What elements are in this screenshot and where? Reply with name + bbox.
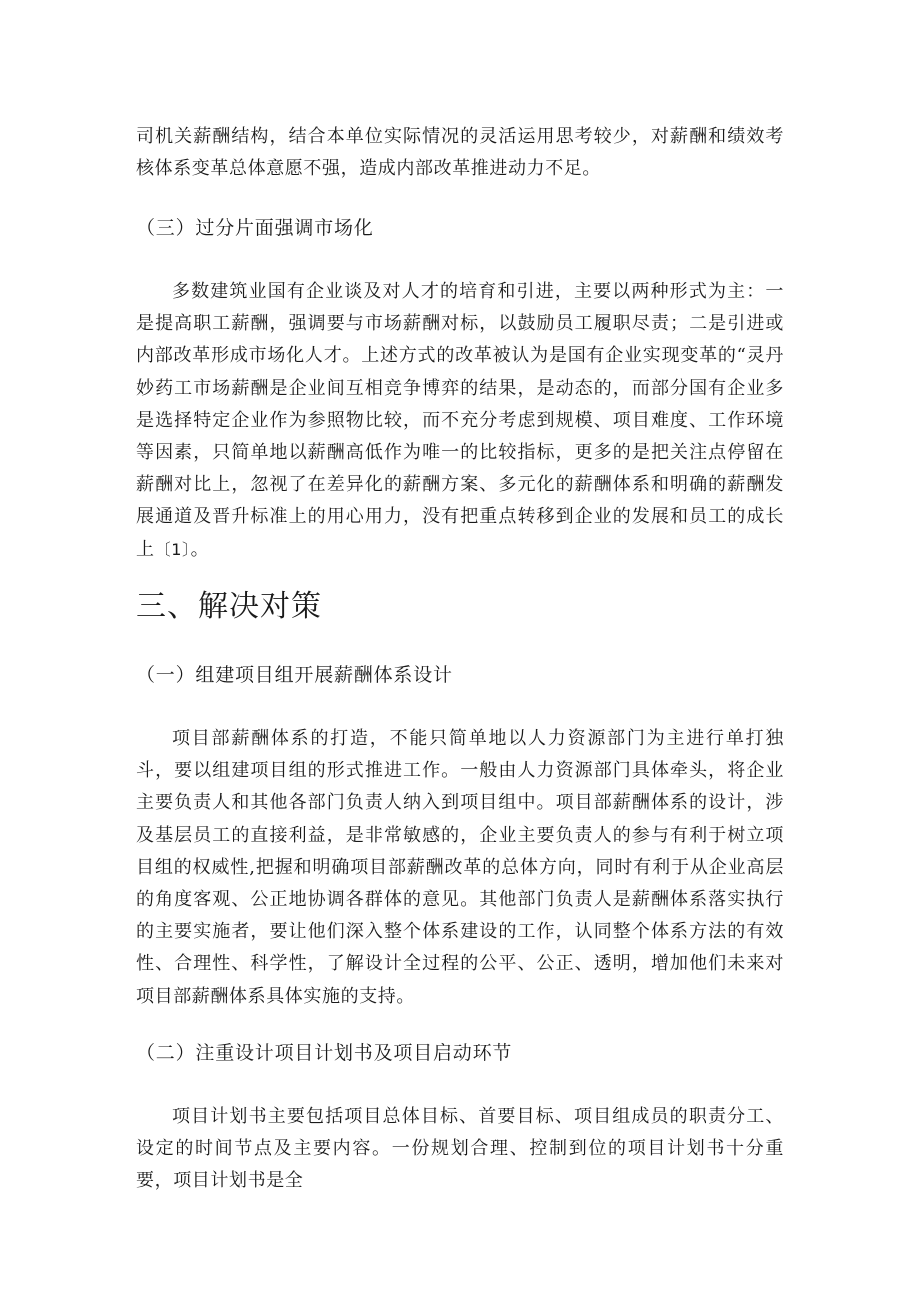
section-title-solutions: 三、解决对策 — [136, 589, 322, 624]
paragraph-project-group: 项目部薪酬体系的打造，不能只简单地以人力资源部门为主进行单打独斗，要以组建项目组的形式推进工作。一般由人力资源部门具体牵头，将企业主要负责人和其他各部门负责人纳入到项目组中。项目部薪酬体系的设计，涉及基层员工的直接利益，是非常敏感的，企业主要负责人的参与有利于树立项目组的权威性,把握和明确项目部薪酬改革的总体方向，同时有利于从企业高层的角度客观、公正地协调各群体的意见。其他部门负责人是薪酬体系落实执行的主要实施者，要让他们深入整个体系建设的工作，认同整个体系方法的有效性、合理性、科学性，了解设计全过程的公平、公正、透明，增加他们未来对项目部薪酬体系具体实施的支持。 — [136, 728, 784, 1007]
citation-reference: 〔1〕 — [154, 539, 191, 559]
paragraph-marketization — [136, 276, 784, 566]
subheading-project-group: （一）组建项目组开展薪酬体系设计 — [136, 664, 453, 686]
paragraph-project-plan: 项目计划书主要包括项目总体目标、首要目标、项目组成员的职责分工、设定的时间节点及主要内容。一份规划合理、控制到位的项目计划书十分重要，项目计划书是全 — [136, 1106, 784, 1192]
subheading-project-plan: （二）注重设计项目计划书及项目启动环节 — [136, 1042, 513, 1064]
subheading-excessive-marketization: （三）过分片面强调市场化 — [136, 217, 374, 239]
paragraph-marketization-end: 。 — [190, 538, 210, 560]
paragraph-marketization-text: 多数建筑业国有企业谈及对人才的培育和引进，主要以两种形式为主：一是提高职工薪酬，强调要与市场薪酬对标，以鼓励员工履职尽责；二是引进或内部改革形成市场化人才。上述方式的改革被认为是国有企业实现变革的“灵丹妙药工市场薪酬是企业间互相竞争博弈的结果，是动态的，而部分国有企业多是选择特定企业作为参照物比较，而不充分考虑到规模、项目难度、工作环境等因素，只简单地以薪酬高低作为唯一的比较指标，更多的是把关注点停留在薪酬对比上，忽视了在差异化的薪酬方案、多元化的薪酬体系和明确的薪酬发展通道及晋升标准上的用心用力，没有把重点转移到企业的发展和员工的成长上 — [136, 281, 784, 560]
paragraph-intro-continuation: 司机关薪酬结构，结合本单位实际情况的灵活运用思考较少，对薪酬和绩效考核体系变革总体意愿不强，造成内部改革推进动力不足。 — [136, 126, 784, 180]
